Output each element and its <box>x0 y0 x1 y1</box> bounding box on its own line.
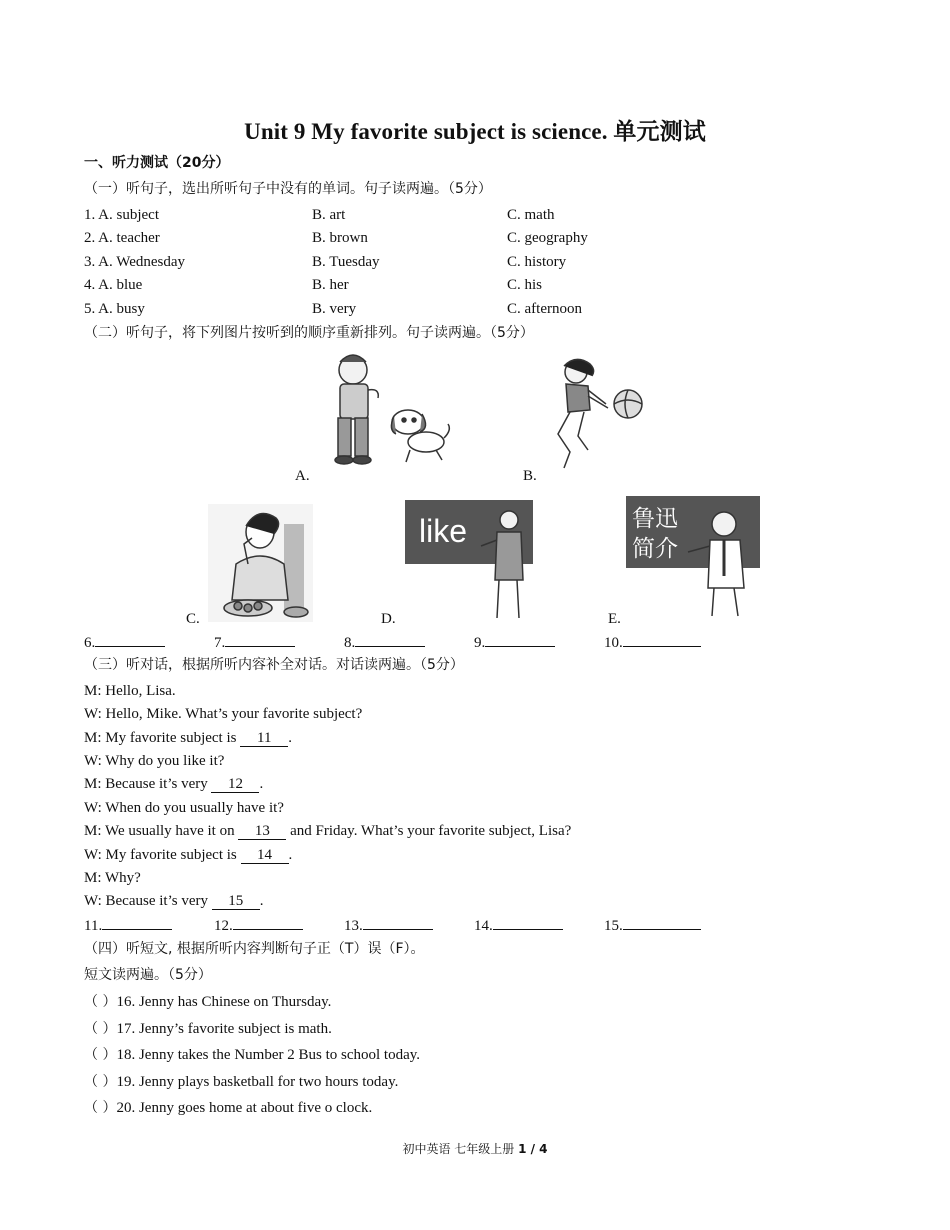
picture-label-d: D. <box>381 611 396 627</box>
gap-14[interactable]: 14 <box>241 847 289 864</box>
picture-teacher-like-board <box>405 500 535 622</box>
part4-instruction: （四）听短文, 根据所听内容判断句子正（T）误（F）。 <box>84 941 425 957</box>
answer-blank-9[interactable]: 9. <box>474 632 555 653</box>
tf-item: （ ）18. Jenny takes the Number 2 Bus to school today. <box>84 1047 421 1063</box>
answer-paren[interactable]: （ ） <box>84 994 117 1010</box>
option-b: B. brown <box>312 230 368 246</box>
option-c: C. math <box>507 207 555 223</box>
option-a: 3. A. Wednesday <box>84 254 186 270</box>
gap-15[interactable]: 15 <box>212 893 260 910</box>
picture-girl-volleyball <box>548 356 648 476</box>
option-a: 4. A. blue <box>84 277 143 293</box>
tf-item: （ ）20. Jenny goes home at about five o clock. <box>84 1100 373 1116</box>
dialogue-line: W: Hello, Mike. What’s your favorite subject? <box>84 706 363 722</box>
option-a: 5. A. busy <box>84 301 145 317</box>
option-b: B. art <box>312 207 346 223</box>
dialogue-line: W: My favorite subject is 14 . <box>84 847 293 863</box>
answer-paren[interactable]: （ ） <box>84 1100 117 1116</box>
answer-blank-6[interactable]: 6. <box>84 632 165 653</box>
option-c: C. history <box>507 254 567 270</box>
answer-blank-14[interactable]: 14. <box>474 915 563 936</box>
dialogue-line: M: Hello, Lisa. <box>84 683 176 699</box>
dialogue-line: W: Because it’s very 15 . <box>84 893 264 909</box>
answer-paren[interactable]: （ ） <box>84 1047 117 1063</box>
answer-blank-7[interactable]: 7. <box>214 632 295 653</box>
answer-blank-8[interactable]: 8. <box>344 632 425 653</box>
tf-item: （ ）17. Jenny’s favorite subject is math. <box>84 1021 332 1037</box>
part3-instruction: （三）听对话，根据所听内容补全对话。对话读两遍。（5分） <box>84 657 464 673</box>
dialogue-line: M: Because it’s very 12 . <box>84 776 264 792</box>
board-text-line1: 鲁迅 <box>632 506 678 532</box>
section-heading-listening: 一、听力测试（20分） <box>84 155 230 171</box>
dialogue-line: M: Why? <box>84 870 141 886</box>
option-c: C. geography <box>507 230 588 246</box>
picture-teacher-luxun-board <box>626 496 761 620</box>
answer-blank-10[interactable]: 10. <box>604 632 701 653</box>
gap-13[interactable]: 13 <box>238 823 286 840</box>
dialogue-line: M: We usually have it on 13 and Friday. What’s your favorite subject, Lisa? <box>84 823 572 839</box>
option-c: C. afternoon <box>507 301 582 317</box>
option-b: B. Tuesday <box>312 254 380 270</box>
dialogue-line: W: Why do you like it? <box>84 753 225 769</box>
board-word: like <box>419 513 468 549</box>
option-c: C. his <box>507 277 543 293</box>
answer-paren[interactable]: （ ） <box>84 1074 117 1090</box>
picture-woman-eating <box>208 504 313 622</box>
answer-blank-12[interactable]: 12. <box>214 915 303 936</box>
board-text-line2: 简介 <box>632 536 678 562</box>
picture-boy-with-dog <box>318 350 453 470</box>
picture-label-a: A. <box>295 468 310 484</box>
picture-label-e: E. <box>608 611 621 627</box>
option-a: 2. A. teacher <box>84 230 160 246</box>
tf-item: （ ）19. Jenny plays basketball for two hours today. <box>84 1074 399 1090</box>
part2-instruction: （二）听句子，将下列图片按听到的顺序重新排列。句子读两遍。（5分） <box>84 325 534 341</box>
page-title: Unit 9 My favorite subject is science. 单元测试 <box>244 119 706 144</box>
answer-blank-15[interactable]: 15. <box>604 915 701 936</box>
option-b: B. her <box>312 277 349 293</box>
answer-blank-13[interactable]: 13. <box>344 915 433 936</box>
gap-11[interactable]: 11 <box>240 730 288 747</box>
gap-12[interactable]: 12 <box>211 776 259 793</box>
option-b: B. very <box>312 301 357 317</box>
answer-blank-11[interactable]: 11. <box>84 915 172 936</box>
dialogue-line: M: My favorite subject is 11 . <box>84 730 292 746</box>
tf-item: （ ）16. Jenny has Chinese on Thursday. <box>84 994 332 1010</box>
question-row <box>84 205 159 225</box>
part1-instruction: （一）听句子，选出所听句子中没有的单词。句子读两遍。（5分） <box>84 181 492 197</box>
page-footer: 初中英语 七年级上册 1 / 4 <box>402 1142 548 1156</box>
answer-paren[interactable]: （ ） <box>84 1021 117 1037</box>
page-number: 1 / 4 <box>518 1142 548 1156</box>
picture-label-b: B. <box>523 468 537 484</box>
dialogue-line: W: When do you usually have it? <box>84 800 284 816</box>
part4-instruction-2: 短文读两遍。（5分） <box>84 967 212 983</box>
picture-label-c: C. <box>186 611 200 627</box>
option-a: 1. A. subject <box>84 207 159 223</box>
